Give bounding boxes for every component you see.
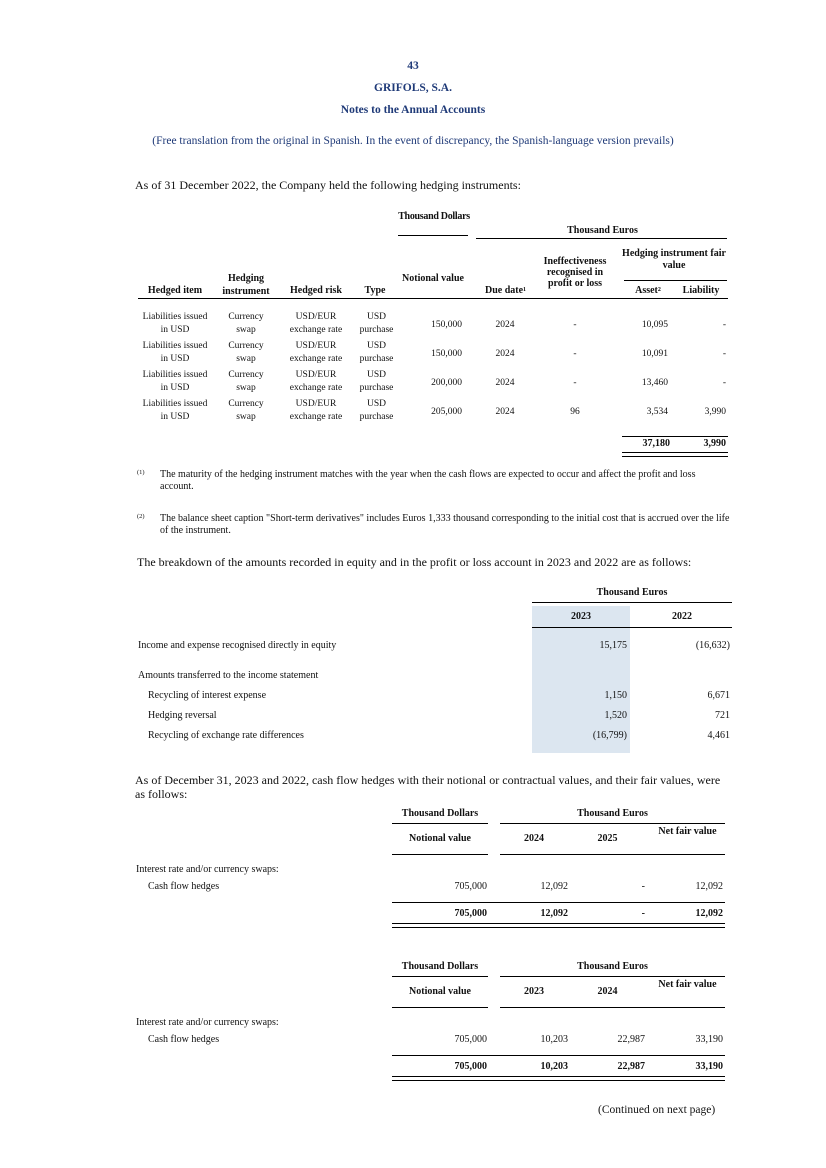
equity-col-2023: 2023 <box>571 611 591 622</box>
cf-col-year-a: 2024 <box>524 833 544 844</box>
hedged-item-cell: Liabilities issued in USD <box>142 341 208 364</box>
liability-cell: - <box>722 320 726 330</box>
liability-cell: 3,990 <box>704 407 726 417</box>
cf-row-label: Cash flow hedges <box>148 1034 220 1045</box>
hedged-risk-cell: USD/EUR exchange rate <box>289 312 343 335</box>
col-hedged-risk: Hedged risk <box>290 285 342 296</box>
cf-total-net: 12,092 <box>695 908 723 919</box>
cf-col-net-fair-value: Net fair value <box>658 979 717 990</box>
cf-row-year-a: 12,092 <box>540 881 568 892</box>
equity-row-2023: 1,520 <box>604 710 627 721</box>
cf-total-notional: 705,000 <box>454 908 487 919</box>
total-liability: 3,990 <box>703 438 726 449</box>
page-subtitle: Notes to the Annual Accounts <box>340 104 486 116</box>
hedged-risk-cell: USD/EUR exchange rate <box>289 341 343 364</box>
footnote-2-mark: (2) <box>137 513 145 520</box>
equity-row-2023: (16,799) <box>592 730 627 741</box>
ineffectiveness-cell: - <box>573 349 577 359</box>
equity-row-2022: 4,461 <box>707 730 730 741</box>
ineffectiveness-cell: - <box>573 320 577 330</box>
cf-total-net: 33,190 <box>695 1061 723 1072</box>
cf-row-notional: 705,000 <box>454 1034 487 1045</box>
col-hedged-item: Hedged item <box>147 285 203 296</box>
cf-col-year-a: 2023 <box>524 986 544 997</box>
intro-text: As of 31 December 2022, the Company held the following hedging instruments: <box>135 178 521 192</box>
footnote-2: The balance sheet caption "Short-term derivatives" includes Euros 1,333 thousand corresponding to the initial cost that is accrued over the life of the instrument. <box>160 513 730 536</box>
equity-row-label: Hedging reversal <box>148 710 217 721</box>
equity-row-label: Recycling of exchange rate differences <box>148 730 304 741</box>
cf-col-year-b: 2024 <box>597 986 618 997</box>
type-cell: USD purchase <box>359 370 394 393</box>
cf-row-label: Cash flow hedges <box>148 881 220 892</box>
type-cell: USD purchase <box>359 399 394 422</box>
hedged-item-cell: Liabilities issued in USD <box>142 370 208 393</box>
equity-col-2022: 2022 <box>672 611 692 622</box>
cf-row-year-b: 22,987 <box>617 1034 645 1045</box>
asset-cell: 10,095 <box>641 320 668 330</box>
breakdown-text: The breakdown of the amounts recorded in equity and in the profit or loss account in 2023 and 2022 are as follows: <box>137 555 692 569</box>
hedged-item-cell: Liabilities issued in USD <box>142 399 208 422</box>
cf-row-notional: 705,000 <box>454 881 487 892</box>
cf-total-year-a: 10,203 <box>540 1061 568 1072</box>
equity-income-label: Income and expense recognised directly in equity <box>138 640 337 651</box>
asset-cell: 13,460 <box>641 378 668 388</box>
cf-row-year-a: 10,203 <box>540 1034 568 1045</box>
cf-total-year-b: - <box>641 908 645 919</box>
equity-row-2022: 6,671 <box>707 690 730 701</box>
due-date-cell: 2024 <box>495 320 515 330</box>
cf-group-thousand-dollars: Thousand Dollars <box>401 961 479 972</box>
col-hedging-instrument: Hedging instrument <box>222 273 270 297</box>
cf-row-year-b: - <box>641 881 645 892</box>
cf-col-year-b: 2025 <box>597 833 618 844</box>
equity-row-2023: 1,150 <box>604 690 627 701</box>
hedging-instrument-cell: Currency swap <box>228 399 264 422</box>
cf-row-net: 12,092 <box>695 881 723 892</box>
due-date-cell: 2024 <box>495 378 515 388</box>
col-type: Type <box>364 285 386 296</box>
asset-cell: 10,091 <box>641 349 668 359</box>
due-date-cell: 2024 <box>495 349 515 359</box>
cf-row-net: 33,190 <box>695 1034 723 1045</box>
cf-col-notional-value: Notional value <box>409 986 471 997</box>
footnote-1-mark: (1) <box>137 469 145 476</box>
liability-cell: - <box>722 378 726 388</box>
cf-total-notional: 705,000 <box>454 1061 487 1072</box>
hedging-instrument-cell: Currency swap <box>228 312 264 335</box>
notional-value-cell: 205,000 <box>431 407 462 417</box>
equity-income-2023: 15,175 <box>599 640 627 651</box>
ineffectiveness-cell: - <box>573 378 577 388</box>
continued-note: (Continued on next page) <box>598 1104 716 1116</box>
total-asset: 37,180 <box>642 438 670 449</box>
company-name: GRIFOLS, S.A. <box>374 82 452 94</box>
liability-cell: - <box>722 349 726 359</box>
notional-value-cell: 150,000 <box>431 349 462 359</box>
cf-col-net-fair-value: Net fair value <box>658 826 717 837</box>
hedging-instrument-cell: Currency swap <box>228 370 264 393</box>
hedged-risk-cell: USD/EUR exchange rate <box>289 399 343 422</box>
equity-transfer-label: Amounts transferred to the income statement <box>138 670 319 681</box>
hedged-risk-cell: USD/EUR exchange rate <box>289 370 343 393</box>
notional-value-cell: 200,000 <box>431 378 462 388</box>
equity-income-2022: (16,632) <box>695 640 730 651</box>
cf-col-notional-value: Notional value <box>409 833 471 844</box>
hedging-instrument-cell: Currency swap <box>228 341 264 364</box>
cf-section-label: Interest rate and/or currency swaps: <box>136 1017 279 1028</box>
col-due-date: Due date$^1$ <box>484 285 527 296</box>
equity-row-label: Recycling of interest expense <box>148 690 267 701</box>
hedged-item-cell: Liabilities issued in USD <box>142 312 208 335</box>
asset-cell: 3,534 <box>646 407 668 417</box>
cf-total-year-b: 22,987 <box>617 1061 645 1072</box>
type-cell: USD purchase <box>359 312 394 335</box>
page-number: 43 <box>407 60 419 72</box>
col-notional-value: Notional value <box>402 273 464 284</box>
cf-group-thousand-euros: Thousand Euros <box>577 808 648 819</box>
col-ineffectiveness: Ineffectiveness recognised in profit or loss <box>543 256 607 289</box>
fair-value-group: Hedging instrument fair value <box>622 248 726 271</box>
notional-value-cell: 150,000 <box>431 320 462 330</box>
type-cell: USD purchase <box>359 341 394 364</box>
group-thousand-dollars: Thousand Dollars <box>398 211 470 222</box>
ineffectiveness-cell: 96 <box>570 407 580 417</box>
translation-note: (Free translation from the original in Spanish. In the event of discrepancy, the Spanish-language version prevails) <box>152 135 674 147</box>
footnote-1: The maturity of the hedging instrument matches with the year when the cash flows are expected to occur and affect the profit and loss account. <box>160 469 696 492</box>
due-date-cell: 2024 <box>495 407 515 417</box>
group-thousand-euros: Thousand Euros <box>567 225 638 236</box>
equity-row-2022: 721 <box>715 710 730 721</box>
cf-group-thousand-euros: Thousand Euros <box>577 961 648 972</box>
col-liability: Liability <box>682 285 720 296</box>
col-asset: Asset$^2$ <box>635 285 661 296</box>
equity-group-thousand-euros: Thousand Euros <box>596 587 668 598</box>
cf-group-thousand-dollars: Thousand Dollars <box>401 808 479 819</box>
cf-total-year-a: 12,092 <box>540 908 568 919</box>
cashflow-text: As of December 31, 2023 and 2022, cash flow hedges with their notional or contractual values, and their fair values, were as follows: <box>135 773 721 801</box>
cf-section-label: Interest rate and/or currency swaps: <box>136 864 279 875</box>
